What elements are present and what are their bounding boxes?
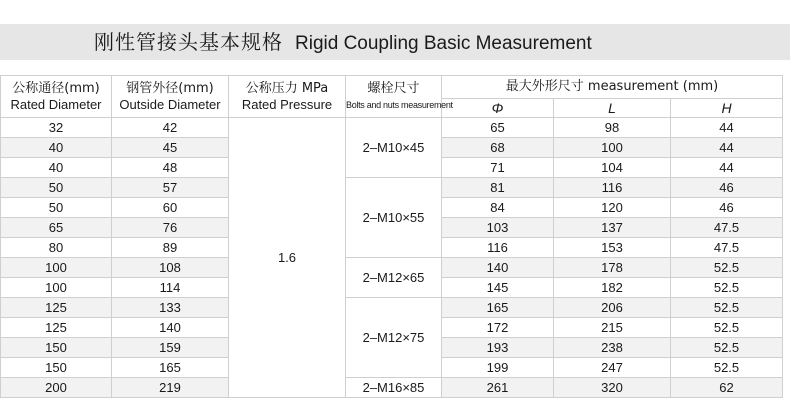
header-rated-pressure-zh: 公称压力 MPa — [245, 80, 329, 96]
header-bolts — [346, 76, 453, 118]
cell-rated-diameter: 150 — [1, 338, 112, 358]
title-zh: 刚性管接头基本规格 — [94, 30, 283, 54]
page-title — [94, 28, 592, 56]
header-rated-pressure — [229, 76, 346, 118]
header-l: L — [554, 99, 671, 118]
cell-l: 98 — [554, 118, 671, 138]
cell-h: 52.5 — [671, 298, 783, 318]
header-rated-pressure-en: Rated Pressure — [241, 96, 333, 112]
cell-phi: 103 — [442, 218, 554, 238]
cell-outside-diameter: 57 — [112, 178, 229, 198]
cell-outside-diameter: 48 — [112, 158, 229, 178]
table-row — [1, 378, 783, 398]
cell-bolt-size: 2–M12×65 — [346, 258, 442, 298]
cell-l: 116 — [554, 178, 671, 198]
cell-l: 178 — [554, 258, 671, 278]
cell-l: 120 — [554, 198, 671, 218]
cell-phi: 199 — [442, 358, 554, 378]
cell-h: 62 — [671, 378, 783, 398]
cell-l: 206 — [554, 298, 671, 318]
cell-l: 100 — [554, 138, 671, 158]
cell-l: 320 — [554, 378, 671, 398]
cell-rated-diameter: 40 — [1, 138, 112, 158]
cell-outside-diameter: 108 — [112, 258, 229, 278]
header-h: H — [671, 99, 783, 118]
cell-bolt-size: 2–M10×45 — [346, 118, 442, 178]
header-outside-diameter — [112, 76, 229, 118]
cell-phi: 165 — [442, 298, 554, 318]
cell-l: 215 — [554, 318, 671, 338]
header-rated-diameter — [1, 76, 112, 118]
cell-rated-diameter: 125 — [1, 318, 112, 338]
header-bolts-zh: 螺栓尺寸 — [367, 80, 420, 96]
table-row — [1, 118, 783, 138]
cell-bolt-size: 2–M16×85 — [346, 378, 442, 398]
cell-l: 104 — [554, 158, 671, 178]
cell-l: 247 — [554, 358, 671, 378]
cell-phi: 81 — [442, 178, 554, 198]
header-outside-diameter-en: Outside Diameter — [119, 96, 221, 112]
header-rated-diameter-zh: 公称通径(mm) — [12, 80, 100, 96]
cell-rated-diameter: 150 — [1, 358, 112, 378]
cell-outside-diameter: 89 — [112, 238, 229, 258]
cell-h: 52.5 — [671, 338, 783, 358]
cell-rated-diameter: 65 — [1, 218, 112, 238]
cell-h: 47.5 — [671, 238, 783, 258]
cell-phi: 116 — [442, 238, 554, 258]
cell-h: 52.5 — [671, 318, 783, 338]
cell-outside-diameter: 42 — [112, 118, 229, 138]
cell-h: 44 — [671, 118, 783, 138]
cell-outside-diameter: 114 — [112, 278, 229, 298]
spec-table — [0, 75, 783, 398]
header-rated-diameter-en: Rated Diameter — [10, 96, 102, 112]
table-row — [1, 178, 783, 198]
cell-phi: 71 — [442, 158, 554, 178]
cell-h: 52.5 — [671, 358, 783, 378]
cell-h: 46 — [671, 178, 783, 198]
cell-phi: 140 — [442, 258, 554, 278]
cell-phi: 193 — [442, 338, 554, 358]
header-measurement-label: 最大外形尺寸 measurement (mm) — [505, 79, 719, 94]
cell-rated-diameter: 50 — [1, 198, 112, 218]
cell-h: 47.5 — [671, 218, 783, 238]
cell-l: 238 — [554, 338, 671, 358]
cell-rated-diameter: 40 — [1, 158, 112, 178]
header-row — [1, 76, 783, 99]
cell-rated-diameter: 80 — [1, 238, 112, 258]
cell-bolt-size: 2–M12×75 — [346, 298, 442, 378]
cell-outside-diameter: 165 — [112, 358, 229, 378]
table-row — [1, 258, 783, 278]
cell-rated-diameter: 32 — [1, 118, 112, 138]
cell-outside-diameter: 133 — [112, 298, 229, 318]
cell-l: 182 — [554, 278, 671, 298]
cell-h: 46 — [671, 198, 783, 218]
title-en: Rigid Coupling Basic Measurement — [295, 33, 592, 54]
cell-phi: 68 — [442, 138, 554, 158]
cell-outside-diameter: 219 — [112, 378, 229, 398]
cell-outside-diameter: 159 — [112, 338, 229, 358]
cell-outside-diameter: 60 — [112, 198, 229, 218]
cell-h: 52.5 — [671, 258, 783, 278]
cell-phi: 145 — [442, 278, 554, 298]
cell-l: 153 — [554, 238, 671, 258]
header-outside-diameter-zh: 钢管外径(mm) — [126, 80, 214, 96]
header-bolts-en: Bolts and nuts measurement — [346, 99, 453, 110]
cell-rated-diameter: 200 — [1, 378, 112, 398]
cell-rated-diameter: 125 — [1, 298, 112, 318]
cell-phi: 65 — [442, 118, 554, 138]
cell-phi: 84 — [442, 198, 554, 218]
cell-outside-diameter: 45 — [112, 138, 229, 158]
cell-h: 44 — [671, 158, 783, 178]
cell-bolt-size: 2–M10×55 — [346, 178, 442, 258]
header-phi: Φ — [442, 99, 554, 118]
cell-rated-diameter: 100 — [1, 258, 112, 278]
table-row — [1, 298, 783, 318]
cell-phi: 261 — [442, 378, 554, 398]
cell-h: 52.5 — [671, 278, 783, 298]
cell-outside-diameter: 76 — [112, 218, 229, 238]
cell-rated-diameter: 100 — [1, 278, 112, 298]
cell-rated-diameter: 50 — [1, 178, 112, 198]
header-measurement — [442, 76, 783, 99]
cell-outside-diameter: 140 — [112, 318, 229, 338]
cell-l: 137 — [554, 218, 671, 238]
cell-rated-pressure: 1.6 — [229, 118, 346, 398]
cell-phi: 172 — [442, 318, 554, 338]
cell-h: 44 — [671, 138, 783, 158]
